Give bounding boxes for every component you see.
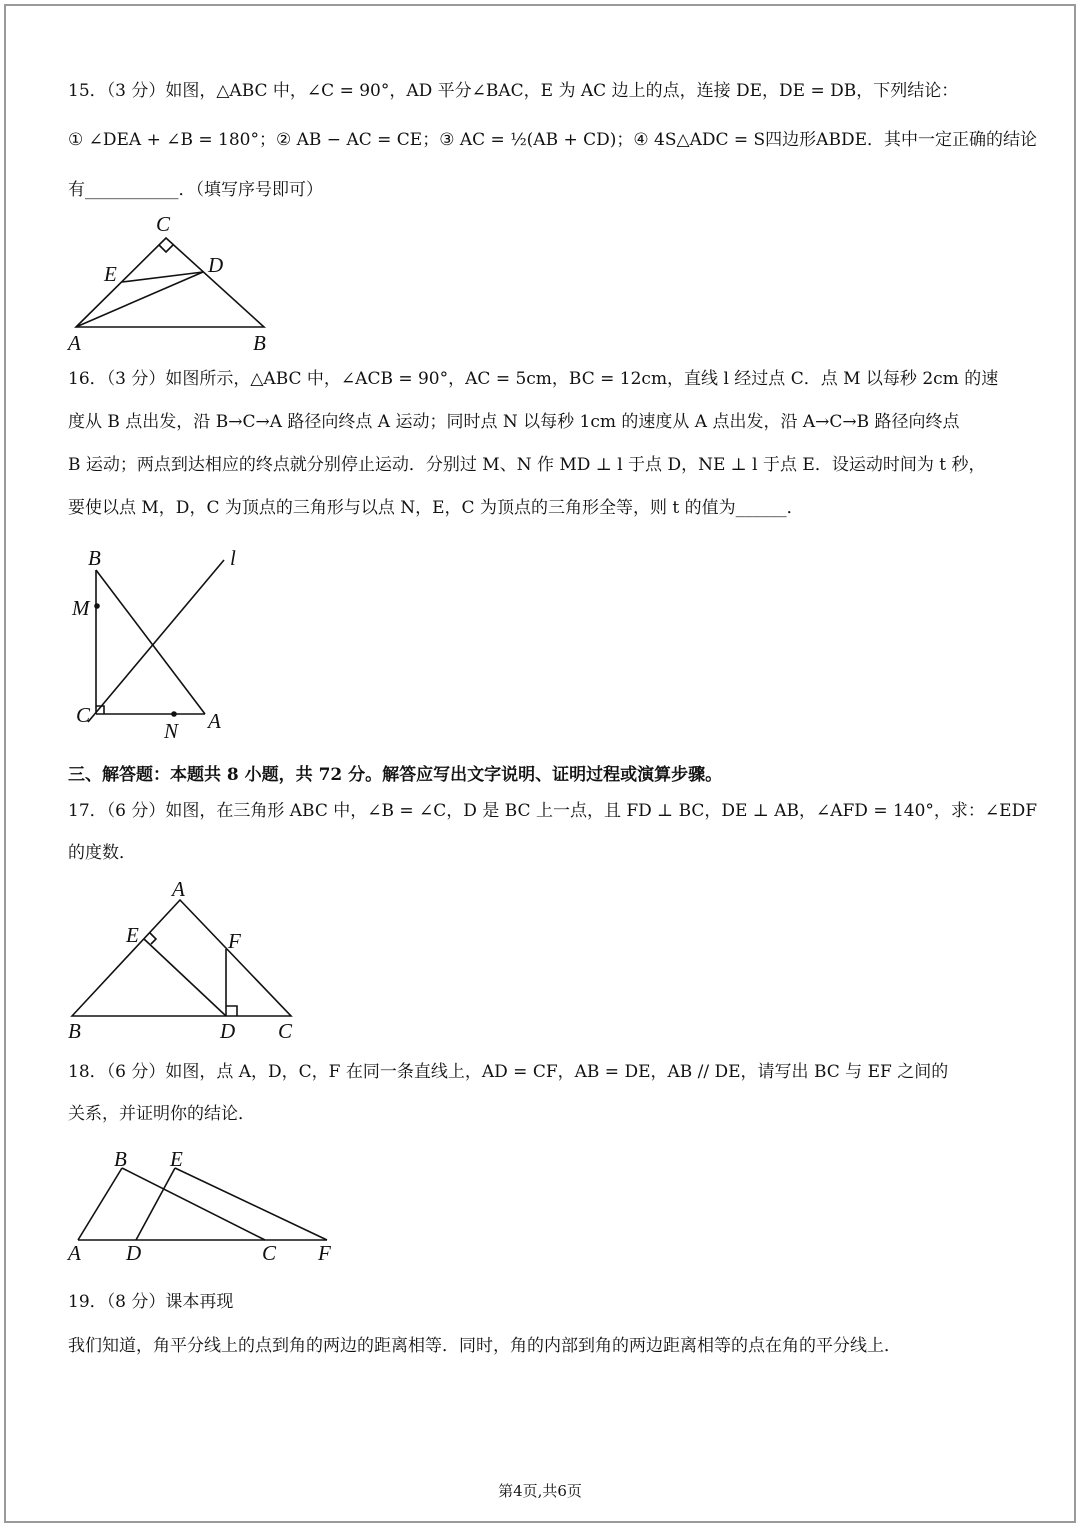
q18-label-B: B [114, 1147, 127, 1171]
q15-label-C: C [156, 212, 171, 236]
section-3-heading: 三、解答题：本题共 8 小题，共 72 分。解答应写出文字说明、证明过程或演算步骤。 [68, 765, 723, 785]
point-n [171, 711, 177, 717]
q19-line-1: 19．（8 分）课本再现 [68, 1292, 234, 1312]
q15-figure [62, 206, 282, 356]
q18-label-C: C [262, 1241, 277, 1265]
q16-label-M: M [72, 596, 90, 620]
q15-label-B: B [253, 331, 266, 355]
q15-label-E: E [104, 262, 117, 286]
q17-label-D: D [220, 1019, 236, 1043]
q15-line-3: 有___________．（填写序号即可） [68, 180, 323, 200]
q16-label-N: N [164, 719, 179, 743]
q18-label-F: F [318, 1241, 331, 1265]
q16-label-C: C [76, 703, 91, 727]
q16-label-B: B [88, 546, 101, 570]
point-m [94, 603, 100, 609]
q18-label-E: E [170, 1147, 183, 1171]
q17-label-B: B [68, 1019, 81, 1043]
q18-line-2: 关系，并证明你的结论． [68, 1104, 255, 1124]
q17-label-E: E [126, 923, 139, 947]
q15-label-D: D [208, 253, 224, 277]
q15-line-1: 15．（3 分）如图，△ABC 中，∠C = 90°，AD 平分∠BAC，E 为 AC 边上的点，连接 DE，DE = DB，下列结论： [68, 81, 959, 101]
q16-label-l: l [230, 546, 236, 570]
q17-line-1: 17．（6 分）如图，在三角形 ABC 中，∠B = ∠C，D 是 BC 上一点，且 FD ⊥ BC，DE ⊥ AB，∠AFD = 140°，求：∠EDF [68, 801, 1038, 821]
q16-label-A: A [208, 709, 221, 733]
q18-label-A: A [68, 1241, 81, 1265]
q18-line-1: 18．（6 分）如图，点 A，D，C，F 在同一条直线上，AD = CF，AB = DE，AB // DE，请写出 BC 与 EF 之间的 [68, 1062, 949, 1082]
q17-label-C: C [278, 1019, 293, 1043]
q15-label-A: A [68, 331, 81, 355]
q16-line-2: 度从 B 点出发，沿 B→C→A 路径向终点 A 运动；同时点 N 以每秒 1cm 的速度从 A 点出发，沿 A→C→B 路径向终点 [68, 412, 960, 432]
q15-line-2: ① ∠DEA + ∠B = 180°；② AB − AC = CE；③ AC = ½(AB + CD)；④ 4S△ADC = S四边形ABDE．其中一定正确的结论 [68, 130, 1037, 150]
q16-line-4: 要使以点 M，D，C 为顶点的三角形与以点 N，E，C 为顶点的三角形全等，则 t 的值为______． [68, 498, 804, 518]
exam-page [4, 4, 1076, 1523]
q19-line-2: 我们知道，角平分线上的点到角的两边的距离相等．同时，角的内部到角的两边距离相等的点在角的平分线上． [68, 1336, 901, 1356]
q17-label-F: F [228, 929, 241, 953]
q17-line-2: 的度数． [68, 843, 136, 863]
q18-figure [62, 1144, 352, 1264]
q17-label-A: A [172, 877, 185, 901]
page-number: 第4页,共6页 [498, 1482, 582, 1500]
q16-line-3: B 运动；两点到达相应的终点就分别停止运动．分别过 M、N 作 MD ⊥ l 于点 D，NE ⊥ l 于点 E．设运动时间为 t 秒， [68, 455, 986, 475]
q16-line-1: 16．（3 分）如图所示，△ABC 中，∠ACB = 90°，AC = 5cm，BC = 12cm，直线 l 经过点 C．点 M 以每秒 2cm 的速 [68, 369, 999, 389]
q17-figure [62, 872, 312, 1042]
q18-label-D: D [126, 1241, 142, 1265]
q16-figure [66, 538, 256, 748]
